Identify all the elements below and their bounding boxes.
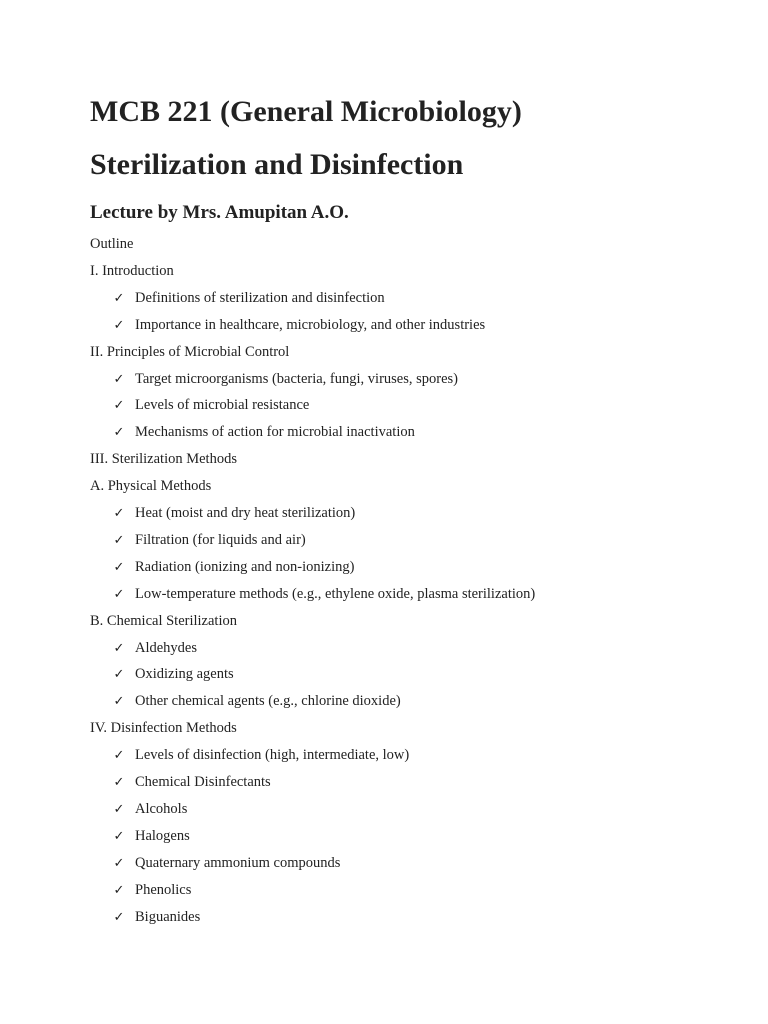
section-heading-text: B. Chemical Sterilization xyxy=(90,612,237,629)
list-item-text: Other chemical agents (e.g., chlorine dioxide) xyxy=(135,693,401,710)
list-item-text: Filtration (for liquids and air) xyxy=(135,531,306,548)
section-heading xyxy=(90,262,174,280)
list-item xyxy=(112,665,234,684)
section-heading-text: IV. Disinfection Methods xyxy=(90,720,237,737)
section-heading-text: A. Physical Methods xyxy=(90,478,212,495)
document-title: MCB 221 (General Microbiology) xyxy=(90,95,522,128)
check-icon: ✓ xyxy=(113,290,125,306)
check-icon: ✓ xyxy=(113,425,125,441)
check-icon: ✓ xyxy=(113,801,125,817)
list-item xyxy=(112,531,306,550)
list-item xyxy=(112,800,187,819)
list-item-text: Halogens xyxy=(135,827,190,844)
check-icon: ✓ xyxy=(113,317,125,333)
list-item xyxy=(112,639,197,658)
list-item-text: Oxidizing agents xyxy=(135,666,234,683)
list-item xyxy=(112,316,485,335)
check-icon: ✓ xyxy=(113,532,125,548)
check-icon: ✓ xyxy=(113,506,125,521)
section-heading xyxy=(90,719,237,737)
list-item-text: Low-temperature methods (e.g., ethylene oxide, plasma sterilization) xyxy=(135,585,536,602)
section-heading xyxy=(90,343,289,361)
check-icon: ✓ xyxy=(113,559,125,575)
section-heading-text: I. Introduction xyxy=(90,262,174,279)
section-heading xyxy=(90,477,211,495)
list-item xyxy=(112,558,354,577)
section-heading xyxy=(90,450,237,468)
list-item-text: Alcohols xyxy=(135,800,188,817)
outline-heading xyxy=(90,235,134,253)
check-icon: ✓ xyxy=(113,882,125,898)
list-item-text: Levels of disinfection (high, intermediate, low) xyxy=(135,747,410,764)
list-item-text: Chemical Disinfectants xyxy=(135,774,271,790)
list-item-text: Mechanisms of action for microbial inactivation xyxy=(135,424,415,441)
list-item-text: Definitions of sterilization and disinfection xyxy=(135,289,385,306)
lecturer-line: Lecture by Mrs. Amupitan A.O. xyxy=(90,202,349,223)
section-heading-text: III. Sterilization Methods xyxy=(90,451,237,468)
list-item xyxy=(112,289,385,308)
list-item-text: Importance in healthcare, microbiology, and other industries xyxy=(135,316,486,333)
list-item xyxy=(112,692,401,711)
list-item xyxy=(112,854,340,873)
list-item xyxy=(112,370,458,389)
list-item xyxy=(112,396,309,415)
check-icon: ✓ xyxy=(113,748,125,764)
list-item xyxy=(112,423,415,442)
list-item-text: Levels of microbial resistance xyxy=(135,397,310,414)
check-icon: ✓ xyxy=(113,694,125,710)
list-item-text: Biguanides xyxy=(135,908,201,925)
check-icon: ✓ xyxy=(113,586,125,602)
list-item xyxy=(112,881,191,900)
list-item-text: Heat (moist and dry heat sterilization) xyxy=(135,505,356,521)
check-icon: ✓ xyxy=(113,667,125,683)
list-item xyxy=(112,908,200,927)
list-item-text: Target microorganisms (bacteria, fungi, viruses, spores) xyxy=(135,370,459,387)
check-icon: ✓ xyxy=(113,775,125,790)
list-item-text: Aldehydes xyxy=(135,639,198,656)
list-item-text: Quaternary ammonium compounds xyxy=(135,854,341,871)
check-icon: ✓ xyxy=(113,398,125,414)
list-item xyxy=(112,746,409,765)
list-item xyxy=(112,773,271,792)
check-icon: ✓ xyxy=(113,828,125,844)
section-heading xyxy=(90,612,237,630)
check-icon: ✓ xyxy=(113,640,125,656)
document-subtitle: Sterilization and Disinfection xyxy=(90,148,464,181)
check-icon: ✓ xyxy=(113,855,125,871)
list-item xyxy=(112,827,190,846)
list-item xyxy=(112,585,535,604)
list-item xyxy=(112,504,355,523)
check-icon: ✓ xyxy=(113,371,125,387)
list-item-text: Radiation (ionizing and non-ionizing) xyxy=(135,558,355,575)
section-heading-text: Outline xyxy=(90,236,134,252)
list-item-text: Phenolics xyxy=(135,881,192,898)
check-icon: ✓ xyxy=(113,909,125,925)
section-heading-text: II. Principles of Microbial Control xyxy=(90,343,290,360)
